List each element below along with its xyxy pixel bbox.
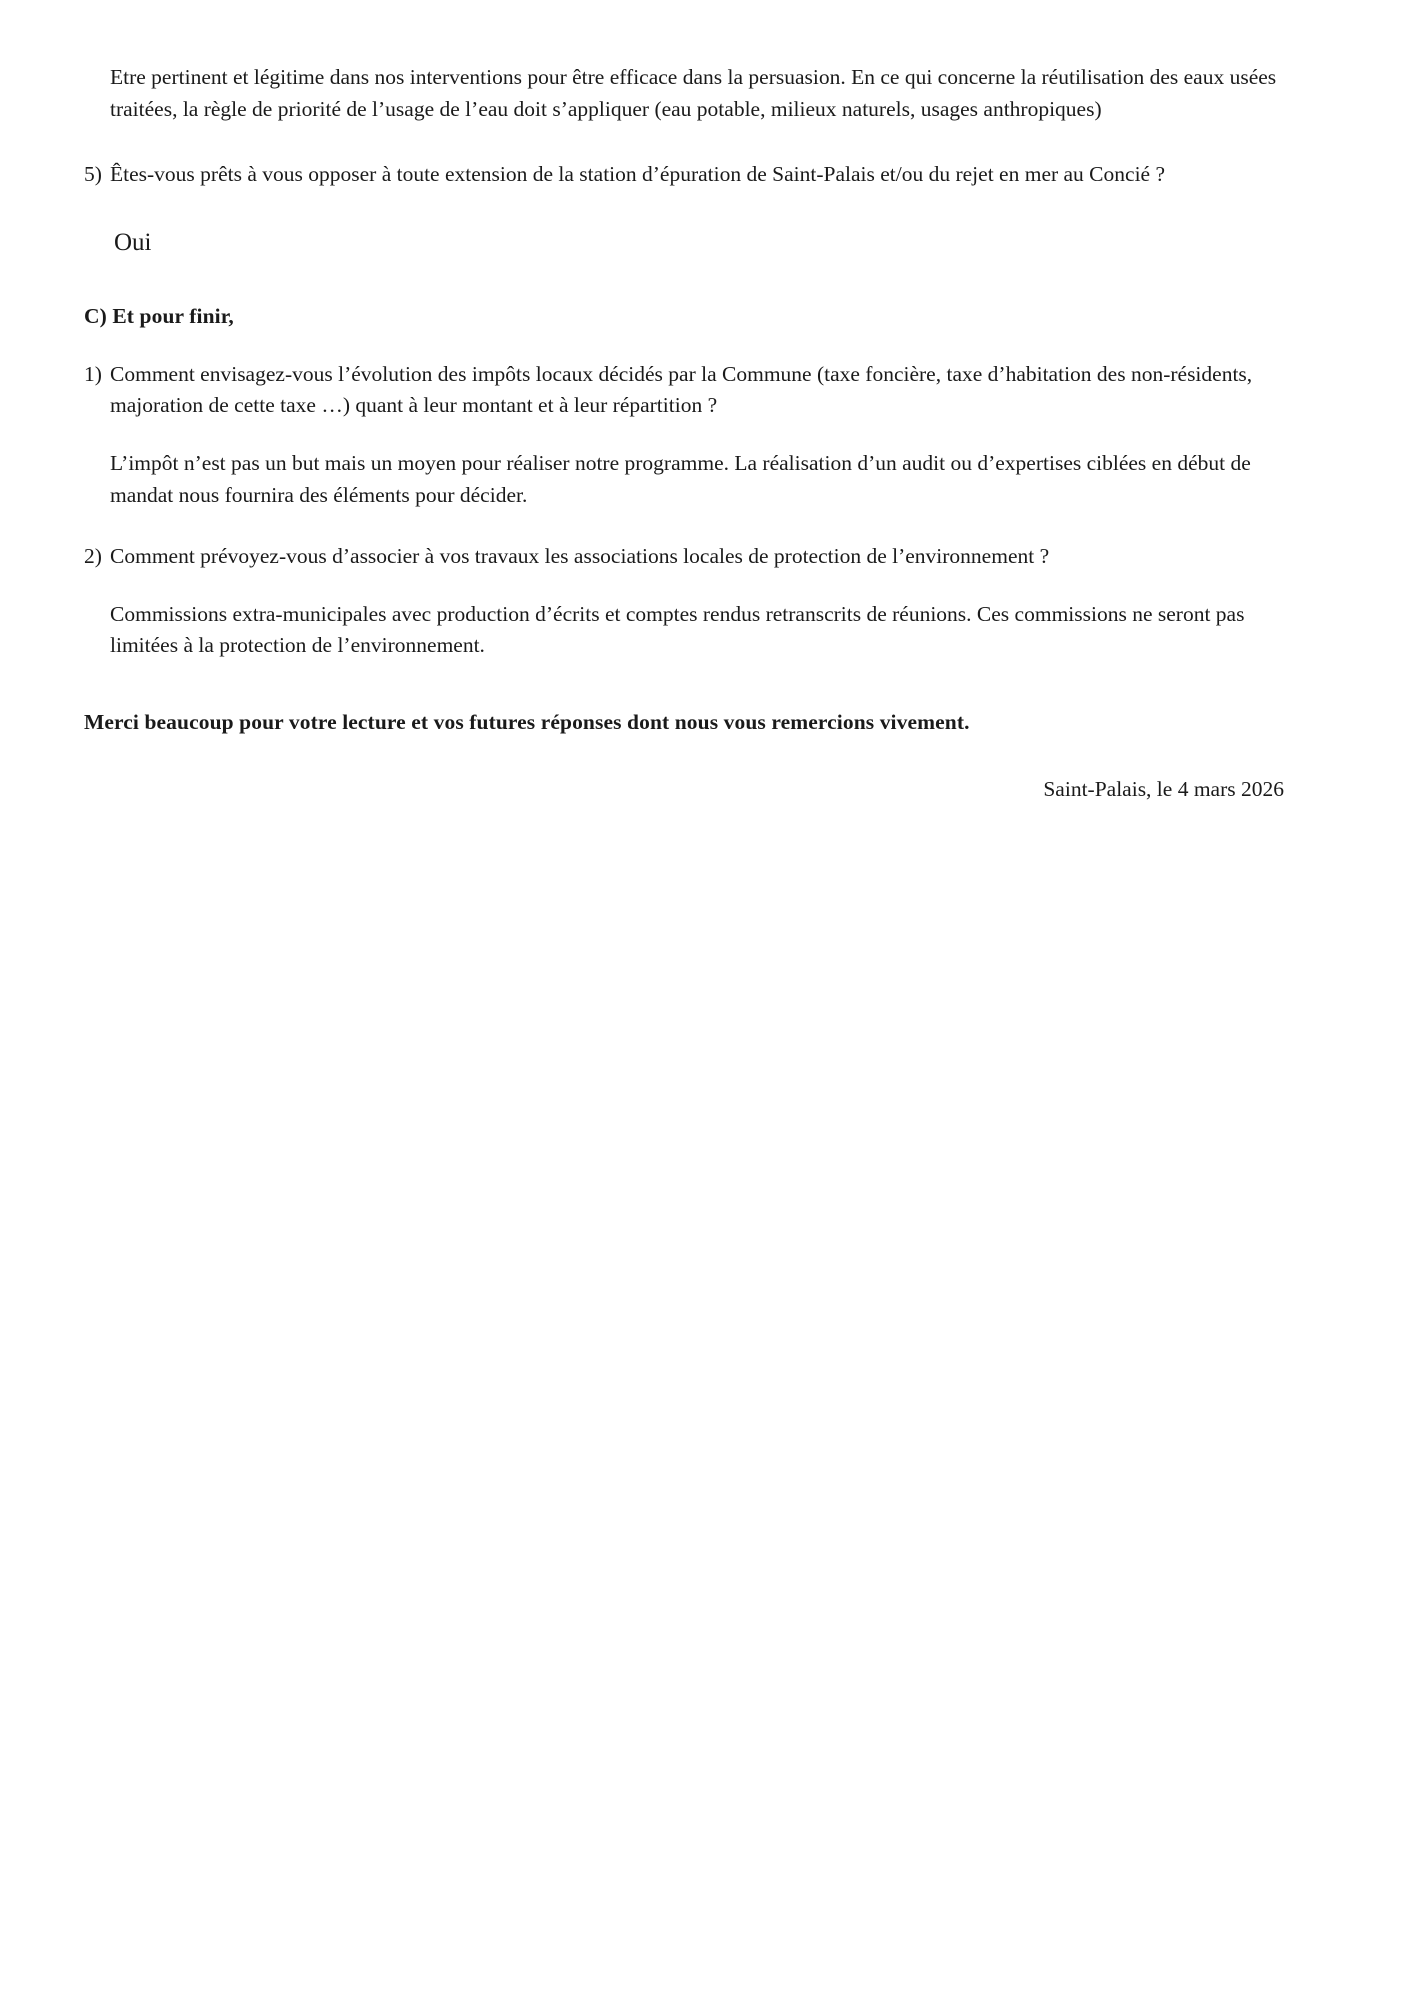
intro-paragraph: Etre pertinent et légitime dans nos interventions pour être efficace dans la persuasion. En ce qui concerne la réutilisation des eaux usées traitées, la règle de priorité de l’usage de l’eau doit s’appliquer (eau potable, milieux naturels, usages anthropiques) xyxy=(110,65,1277,121)
question-item-5 xyxy=(84,159,1304,191)
answer-question-5: Oui xyxy=(114,228,152,256)
question-marker: 1) xyxy=(84,361,102,386)
question-item-c1 xyxy=(84,359,1304,422)
question-text: Comment envisagez-vous l’évolution des impôts locaux décidés par la Commune (taxe foncière, taxe d’habitation des non-résidents, majoration de cette taxe …) quant à leur montant et à leur répartition ? xyxy=(110,361,1253,418)
section-heading-c: C) Et pour finir, xyxy=(84,303,234,328)
answer-question-c2: Commissions extra-municipales avec production d’écrits et comptes rendus retranscrits de réunions. Ces commissions ne seront pas limitées à la protection de l’environnement. xyxy=(110,601,1245,658)
answer-question-c1: L’impôt n’est pas un but mais un moyen pour réaliser notre programme. La réalisation d’un audit ou d’expertises ciblées en début de mandat nous fournira des éléments pour décider. xyxy=(110,450,1251,507)
question-marker: 5) xyxy=(84,162,102,187)
question-marker: 2) xyxy=(84,544,102,569)
question-text: Êtes-vous prêts à vous opposer à toute extension de la station d’épuration de Saint-Palais et/ou du rejet en mer au Concié ? xyxy=(110,162,1166,187)
question-item-c2 xyxy=(84,541,1304,573)
closing-paragraph: Merci beaucoup pour votre lecture et vos futures réponses dont nous vous remercions vivement. xyxy=(84,709,970,734)
question-text: Comment prévoyez-vous d’associer à vos travaux les associations locales de protection de l’environnement ? xyxy=(110,544,1050,569)
document-body xyxy=(84,62,1304,802)
signature-line: Saint-Palais, le 4 mars 2026 xyxy=(1043,776,1284,801)
